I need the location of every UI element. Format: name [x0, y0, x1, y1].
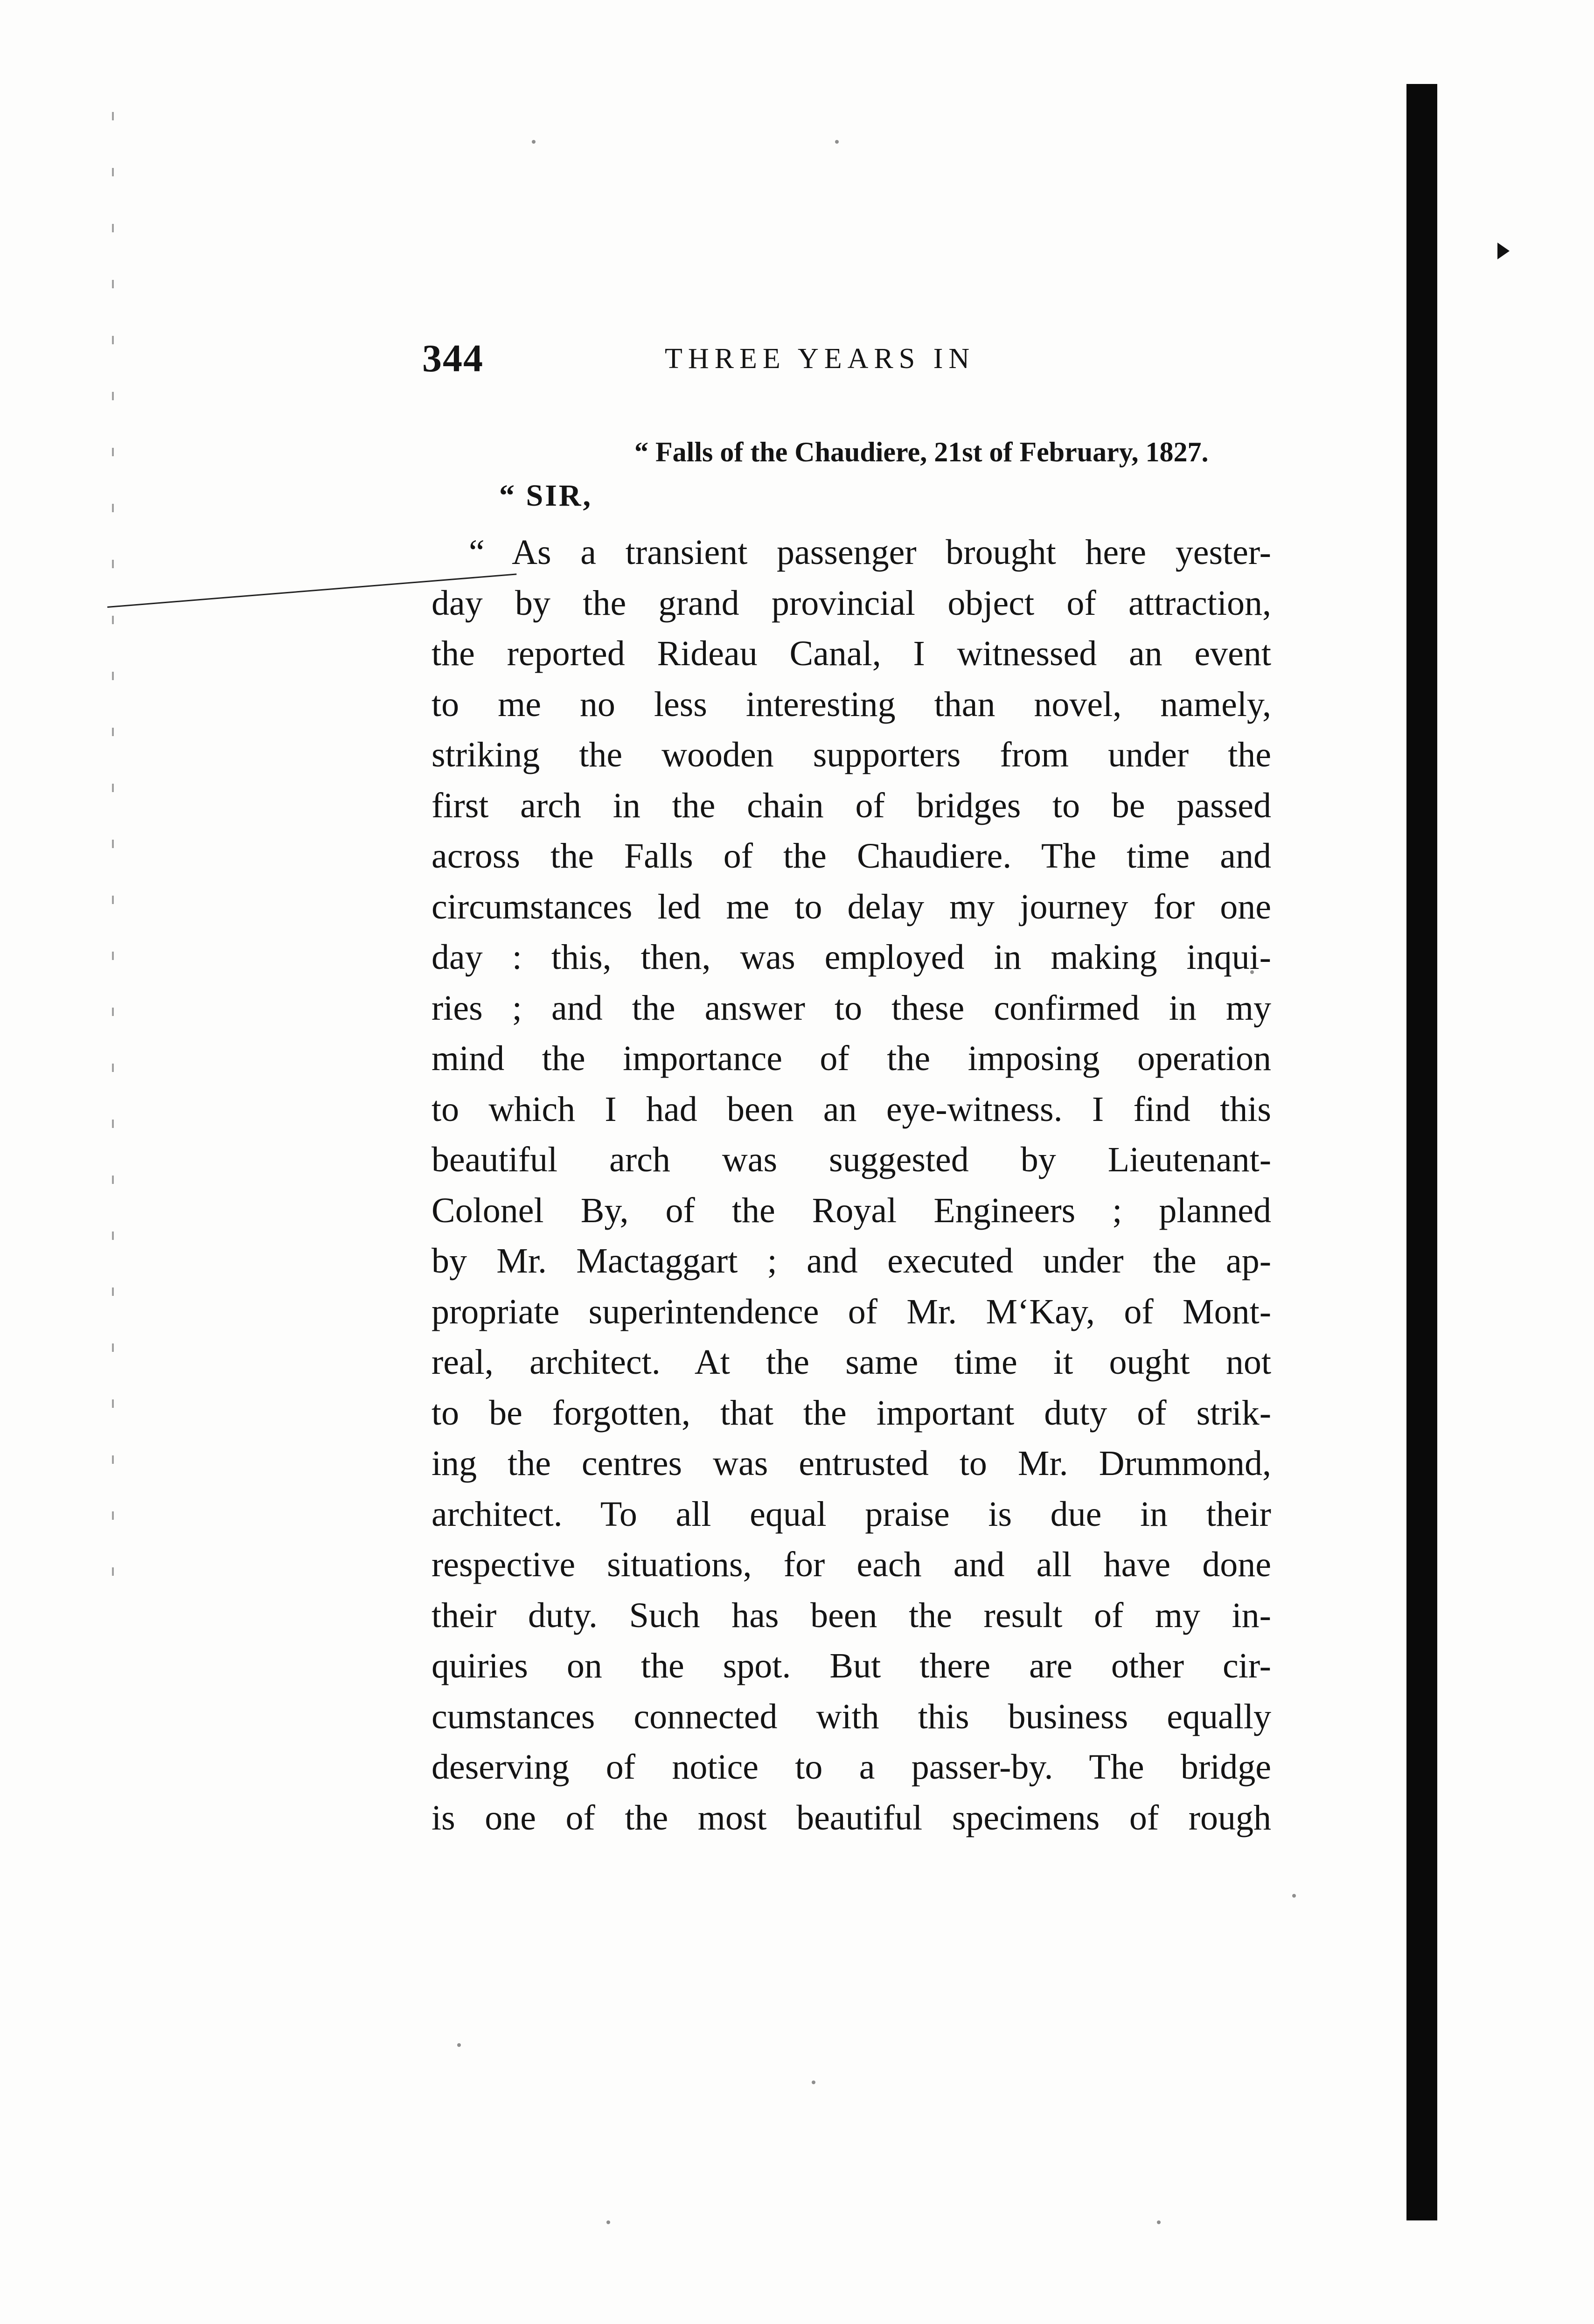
text-line: their duty. Such has been the result of my in- [432, 1595, 1271, 1635]
binding-shadow-bar [1406, 84, 1437, 2220]
text-line: architect. To all equal praise is due in their [432, 1494, 1271, 1534]
speck [606, 2220, 610, 2224]
text-line: day : this, then, was employed in making inqui- [432, 938, 1271, 977]
text-line: mind the importance of the imposing operation [432, 1039, 1271, 1078]
speck [812, 2080, 815, 2084]
letter-salutation: “ SIR, [499, 479, 593, 513]
speck [532, 140, 536, 144]
letter-body [432, 527, 1271, 1843]
speck [835, 140, 839, 144]
text-line: to me no less interesting than novel, namely, [432, 684, 1271, 724]
text-line: across the Falls of the Chaudiere. The time and [432, 836, 1271, 876]
text-line: circumstances led me to delay my journey for one [432, 887, 1271, 926]
text-line: to which I had been an eye-witness. I find this [432, 1089, 1271, 1129]
text-line: Colonel By, of the Royal Engineers ; planned [432, 1190, 1271, 1230]
text-line: day by the grand provincial object of attraction, [432, 583, 1271, 623]
text-line: deserving of notice to a passer-by. The bridge [432, 1747, 1271, 1787]
speck [1292, 1894, 1296, 1898]
text-line: respective situations, for each and all have done [432, 1545, 1271, 1584]
letter-dateline: “ Falls of the Chaudiere, 21st of February, 1827. [634, 437, 1209, 467]
running-title: THREE YEARS IN [665, 343, 975, 375]
text-line: first arch in the chain of bridges to be passed [432, 786, 1271, 825]
text-line: real, architect. At the same time it ought not [432, 1343, 1271, 1382]
speck [1157, 2220, 1161, 2224]
text-line: cumstances connected with this business equally [432, 1697, 1271, 1736]
text-line: ing the centres was entrusted to Mr. Drummond, [432, 1444, 1271, 1483]
text-line: is one of the most beautiful specimens of rough [432, 1798, 1271, 1837]
page-header [422, 336, 1276, 392]
speck [457, 2043, 461, 2047]
page-number: 344 [422, 337, 484, 380]
margin-arrow-mark [1497, 243, 1510, 259]
text-line: quiries on the spot. But there are other cir- [432, 1646, 1271, 1685]
text-line: propriate superintendence of Mr. M‘Kay, of Mont- [432, 1292, 1271, 1331]
left-margin-marks [112, 112, 114, 1605]
text-line: ries ; and the answer to these confirmed in my [432, 988, 1271, 1028]
text-line: by Mr. Mactaggart ; and executed under the ap- [432, 1241, 1271, 1280]
text-line: to be forgotten, that the important duty of strik- [432, 1393, 1271, 1433]
text-line: striking the wooden supporters from under the [432, 735, 1271, 774]
text-line: “ As a transient passenger brought here yester- [469, 533, 1271, 572]
text-line: the reported Rideau Canal, I witnessed an event [432, 634, 1271, 673]
text-line: beautiful arch was suggested by Lieutenant- [432, 1140, 1271, 1179]
